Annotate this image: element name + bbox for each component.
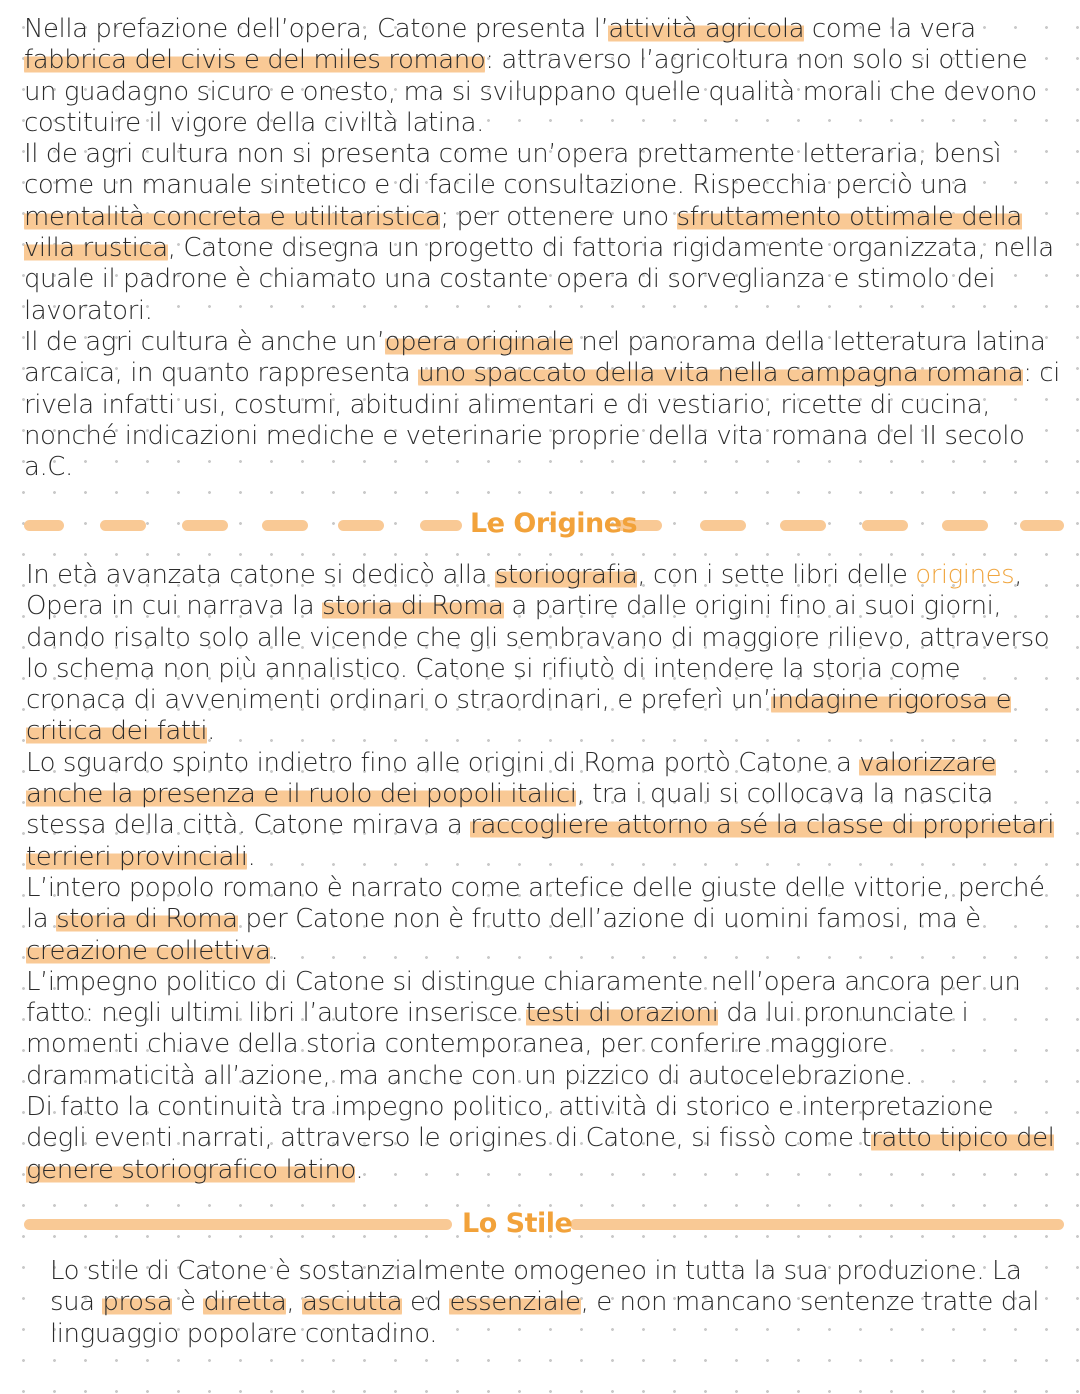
highlight: essenziale xyxy=(449,1287,581,1318)
highlight: ratto tipico del genere storiografico latino xyxy=(26,1123,1055,1185)
highlight: creazione collettiva xyxy=(26,935,271,966)
section-heading-origines: Le Origines xyxy=(470,508,638,539)
highlight: diretta xyxy=(203,1287,287,1318)
highlight: fabbrica del civis e del miles romano xyxy=(24,45,486,76)
text: è xyxy=(172,1287,204,1318)
divider-dash xyxy=(338,520,384,531)
orange-text: origines xyxy=(915,560,1015,590)
text: , Opera in cui narrava la xyxy=(26,560,1023,622)
text: ed xyxy=(402,1287,450,1318)
divider-dash xyxy=(700,520,746,531)
divider-bar xyxy=(24,1219,452,1230)
divider-dash xyxy=(780,520,826,531)
divider-dash xyxy=(100,520,146,531)
highlight: asciutta xyxy=(302,1287,403,1318)
highlight: storia di Roma xyxy=(56,904,238,935)
highlight: storia di Roma xyxy=(322,591,504,622)
text: . xyxy=(270,935,279,966)
divider-dash xyxy=(262,520,308,531)
text: Lo stile di Catone è sostanzialmente omogeneo in tutta la sua produzione. La sua xyxy=(50,1256,1022,1318)
highlight: attività agricola xyxy=(608,14,805,44)
highlight: valorizzare anche la presenza e il ruolo dei popoli italici xyxy=(26,747,997,810)
text: . xyxy=(207,716,215,747)
text: Lo sguardo spinto indietro fino alle origini di Roma portò Catone a xyxy=(26,747,860,778)
text: L’impegno politico di Catone si distingue chiaramente nell’opera ancora per un fatto: negli ultimi libri l’autore inserisce xyxy=(26,966,1021,1029)
divider-bar xyxy=(570,1219,1064,1230)
text: L’intero popolo romano è narrato come artefice delle giuste delle vittorie, perché la xyxy=(26,872,1045,935)
text: In età avanzata catone si dedicò alla xyxy=(26,560,495,590)
text: a partire dalle origini fino ai suoi giorni, dando risalto solo alle vicende che gli sembravano di maggiore rilievo, attraverso lo schema non più annalistico. Catone si rifiutò di intendere la storia come cronaca di avvenimenti ordinari o straordinari, e preferì un’ xyxy=(26,591,1050,716)
text: . xyxy=(247,841,256,872)
divider-dash xyxy=(420,520,462,531)
text: come la vera xyxy=(804,14,976,44)
divider-dash xyxy=(1020,520,1064,531)
text: : ci rivela infatti usi, costumi, abitudini alimentari e di vestiario, ricette di cucina, nonché indicazioni mediche e veterinarie proprie della vita romana del II secolo a.C. xyxy=(24,358,1060,483)
text: Il de agri cultura è anche un’ xyxy=(24,326,385,357)
highlight: storiografia xyxy=(494,560,638,590)
origines-paragraph xyxy=(26,560,1056,1186)
highlight: opera originale xyxy=(384,326,574,357)
highlight: mentalità concreta e utilitaristica xyxy=(24,201,441,232)
text: Il de agri cultura non si presenta come un’opera prettamente letteraria, bensì come un manuale sintetico e di facile consultazione. Rispecchia perciò una xyxy=(24,139,1002,201)
highlight: prosa xyxy=(102,1287,173,1318)
divider-dash xyxy=(862,520,908,531)
text: , con i sette libri delle xyxy=(637,560,916,590)
text: ; per ottenere uno xyxy=(440,201,677,232)
highlight: raccogliere attorno a sé la classe di proprietari terrieri provinciali xyxy=(26,810,1055,872)
text: Nella prefazione dell’opera, Catone presenta l’ xyxy=(24,14,609,44)
text: : attraverso l’agricoltura non solo si ottiene un guadagno sicuro e onesto, ma si sviluppano quelle qualità morali che devono costituire il vigore della civiltà latina. xyxy=(24,45,1037,138)
text: Di fatto la continuità tra impegno politico, attività di storico e interpretazione degli eventi narrati, attraverso le origines di Catone, si fissò come t xyxy=(26,1092,994,1154)
intro-paragraph xyxy=(24,14,1064,483)
section-heading-stile: Lo Stile xyxy=(462,1208,573,1239)
text: da lui pronunciate i momenti chiave della storia contemporanea, per conferire maggiore drammaticità all’azione, ma anche con un pizzico di autocelebrazione. xyxy=(26,998,969,1091)
highlight: sfruttamento ottimale della villa rustica xyxy=(24,201,1022,264)
text: per Catone non è frutto dell’azione di uomini famosi, ma è xyxy=(237,904,981,935)
text: , xyxy=(286,1287,303,1318)
divider-dash xyxy=(24,520,64,531)
text: , Catone disegna un progetto di fattoria rigidamente organizzata, nella quale il padrone è chiamato una costante opera di sorveglianza e stimolo dei lavoratori. xyxy=(24,233,1054,326)
divider-dash xyxy=(182,520,228,531)
text: , tra i quali si collocava la nascita stessa della città. Catone mirava a xyxy=(26,779,993,841)
divider-dash xyxy=(942,520,988,531)
highlight: uno spaccato della vita nella campagna romana xyxy=(418,358,1024,389)
stile-paragraph xyxy=(50,1256,1050,1350)
text: , e non mancano sentenze tratte dal linguaggio popolare contadino. xyxy=(50,1287,1040,1349)
highlight: indagine rigorosa e critica dei fatti xyxy=(26,685,1012,747)
text: . xyxy=(355,1154,364,1185)
text: nel panorama della letteratura latina arcaica, in quanto rappresenta xyxy=(24,326,1046,389)
highlight: testi di orazioni xyxy=(525,998,719,1029)
